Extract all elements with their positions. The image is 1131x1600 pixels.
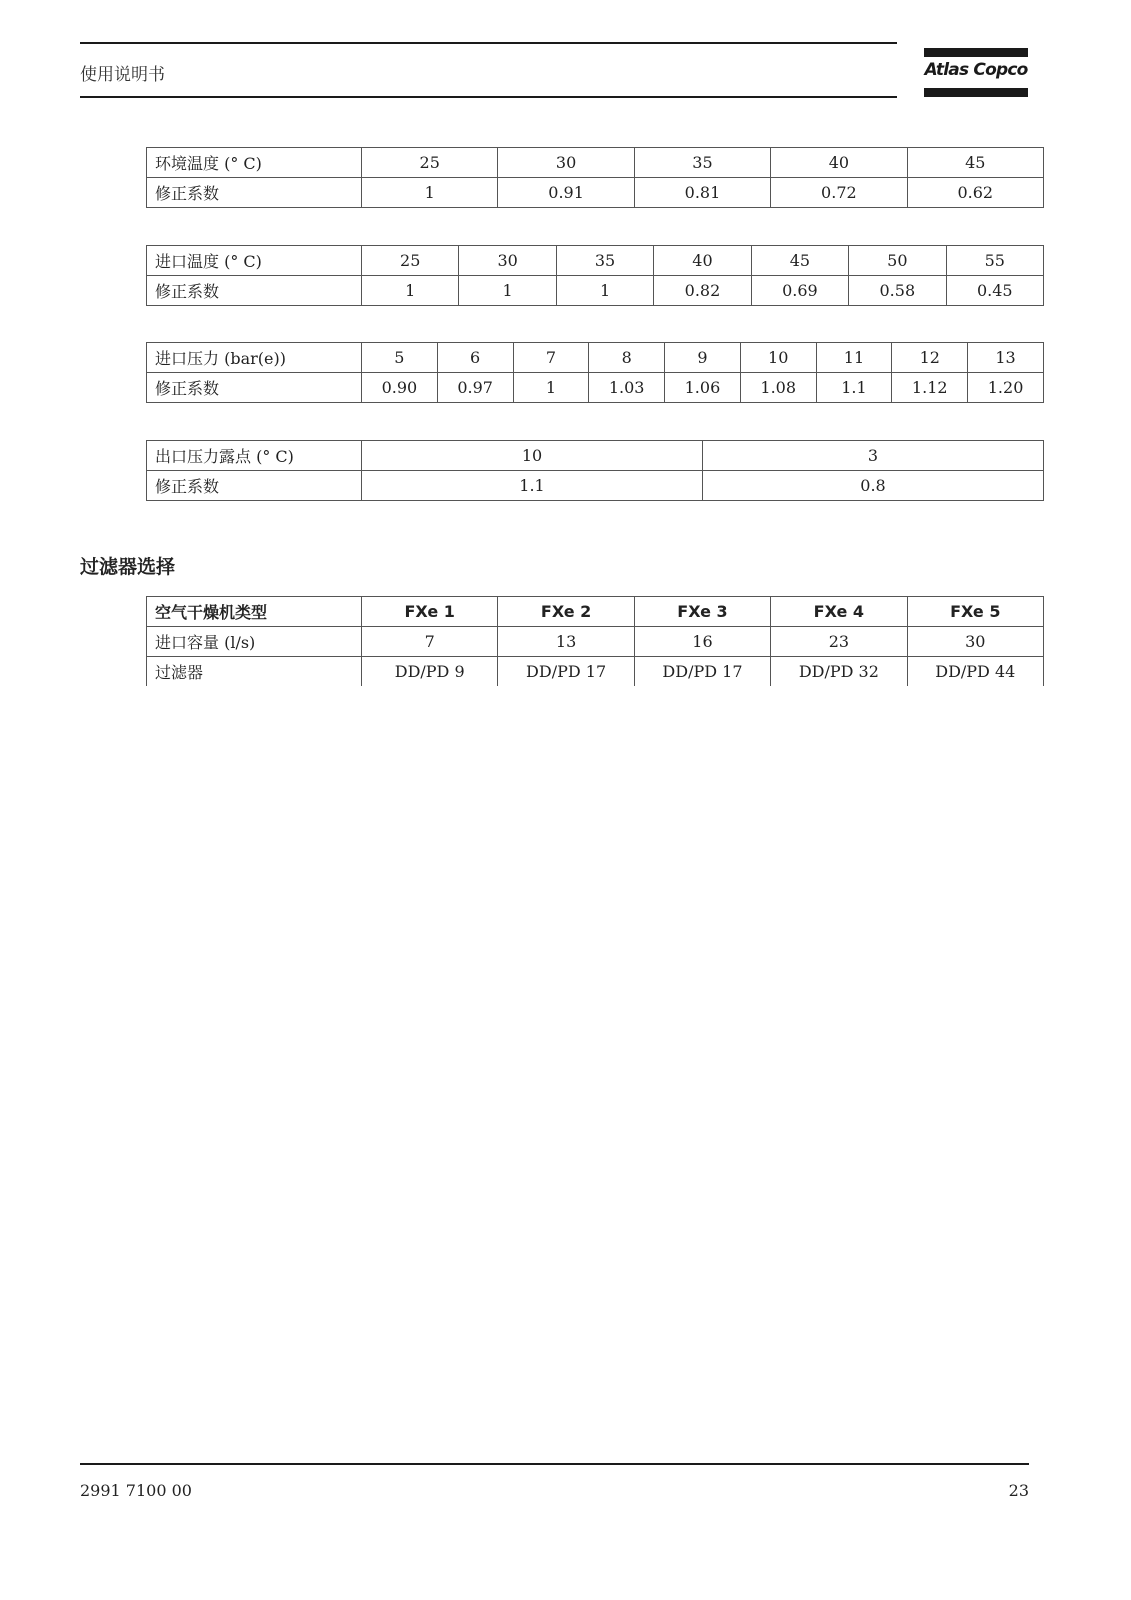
table-cell: 1.20: [968, 373, 1044, 403]
table-cell: 5: [362, 343, 438, 373]
table-cell: 10: [362, 441, 703, 471]
table-cell: FXe 3: [634, 597, 770, 627]
row-label: 出口压力露点 (° C): [147, 441, 362, 471]
table-cell: 55: [946, 246, 1043, 276]
table-row: [147, 441, 1044, 471]
table-cell: 12: [892, 343, 968, 373]
header-top-rule: [80, 42, 897, 44]
table-cell: 0.8: [703, 471, 1044, 501]
table-cell: 10: [740, 343, 816, 373]
table-cell: 50: [849, 246, 946, 276]
table-row: [147, 276, 1044, 306]
table-row: [147, 373, 1044, 403]
table-cell: 0.58: [849, 276, 946, 306]
table-cell: 25: [362, 148, 498, 178]
table-cell: 0.72: [771, 178, 907, 208]
table-cell: 13: [968, 343, 1044, 373]
table-cell: 11: [816, 343, 892, 373]
table-cell: 13: [498, 627, 634, 657]
table-cell: 23: [771, 627, 907, 657]
table-cell: 35: [634, 148, 770, 178]
table-cell: 1.12: [892, 373, 968, 403]
table-cell: 40: [771, 148, 907, 178]
table-row: [147, 471, 1044, 501]
table-cell: 1: [459, 276, 556, 306]
table-row: [147, 627, 1044, 657]
row-label: 进口温度 (° C): [147, 246, 362, 276]
table-cell: 1: [362, 178, 498, 208]
table-row: [147, 343, 1044, 373]
table-row: [147, 657, 1044, 687]
table-cell: DD/PD 17: [634, 657, 770, 687]
row-label: 修正系数: [147, 471, 362, 501]
table-row: [147, 597, 1044, 627]
table-cell: 7: [362, 627, 498, 657]
table-cell: 40: [654, 246, 751, 276]
row-label: 进口容量 (l/s): [147, 627, 362, 657]
table-cell: DD/PD 44: [907, 657, 1043, 687]
table-cell: 0.81: [634, 178, 770, 208]
table-cell: 1: [556, 276, 653, 306]
table-cell: 35: [556, 246, 653, 276]
table-cell: FXe 2: [498, 597, 634, 627]
table-cell: DD/PD 32: [771, 657, 907, 687]
inlet-pressure-table: [146, 342, 1044, 403]
table-cell: 0.82: [654, 276, 751, 306]
ambient-temperature-table: [146, 147, 1044, 208]
table-cell: FXe 4: [771, 597, 907, 627]
filter-selection-table: [146, 596, 1044, 686]
table-cell: 7: [513, 343, 589, 373]
table-cell: 0.91: [498, 178, 634, 208]
table-cell: 1.1: [816, 373, 892, 403]
table-cell: 3: [703, 441, 1044, 471]
table-cell: 1.06: [665, 373, 741, 403]
table-cell: 1.03: [589, 373, 665, 403]
page-number: 23: [1008, 1481, 1029, 1500]
table-cell: 30: [498, 148, 634, 178]
table-row: [147, 148, 1044, 178]
header-bottom-rule: [80, 96, 897, 98]
table-cell: DD/PD 17: [498, 657, 634, 687]
table-cell: 16: [634, 627, 770, 657]
section-heading: 过滤器选择: [80, 556, 176, 578]
table-cell: 6: [437, 343, 513, 373]
table-cell: 8: [589, 343, 665, 373]
table-cell: 1.1: [362, 471, 703, 501]
table-cell: 1: [513, 373, 589, 403]
row-label: 修正系数: [147, 373, 362, 403]
table-cell: DD/PD 9: [362, 657, 498, 687]
table-row: [147, 246, 1044, 276]
row-label: 过滤器: [147, 657, 362, 687]
row-label: 进口压力 (bar(e)): [147, 343, 362, 373]
row-label: 修正系数: [147, 276, 362, 306]
row-label: 修正系数: [147, 178, 362, 208]
table-cell: 0.90: [362, 373, 438, 403]
table-cell: 0.69: [751, 276, 848, 306]
inlet-temperature-table: [146, 245, 1044, 306]
table-cell: 0.45: [946, 276, 1043, 306]
footer-rule: [80, 1463, 1029, 1465]
table-cell: 0.62: [907, 178, 1043, 208]
table-cell: 45: [907, 148, 1043, 178]
table-cell: 30: [459, 246, 556, 276]
document-number: 2991 7100 00: [80, 1481, 192, 1500]
table-cell: FXe 1: [362, 597, 498, 627]
table-cell: 25: [362, 246, 459, 276]
row-label: 环境温度 (° C): [147, 148, 362, 178]
table-cell: 1: [362, 276, 459, 306]
atlas-copco-logo: Atlas Copco: [924, 48, 1028, 98]
table-cell: 9: [665, 343, 741, 373]
dewpoint-table: [146, 440, 1044, 501]
table-cell: 45: [751, 246, 848, 276]
table-cell: FXe 5: [907, 597, 1043, 627]
table-cell: 0.97: [437, 373, 513, 403]
row-label: 空气干燥机类型: [147, 597, 362, 627]
page-title: 使用说明书: [80, 65, 165, 85]
table-cell: 1.08: [740, 373, 816, 403]
table-row: [147, 178, 1044, 208]
table-cell: 30: [907, 627, 1043, 657]
